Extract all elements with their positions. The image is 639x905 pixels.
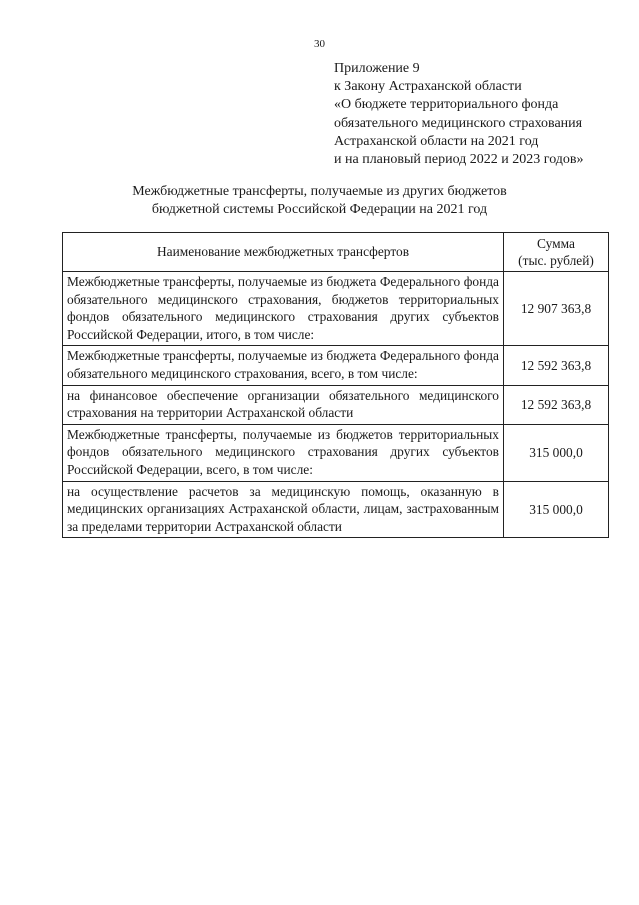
transfer-name: Межбюджетные трансферты, получаемые из бюджета Федерального фонда обязательного медицинского страхования, всего, в том числе: <box>63 346 504 385</box>
appendix-line: обязательного медицинского страхования <box>334 115 583 131</box>
appendix-line: и на плановый период 2022 и 2023 годов» <box>334 152 584 168</box>
transfer-sum: 315 000,0 <box>504 424 609 481</box>
transfer-sum: 12 592 363,8 <box>504 346 609 385</box>
title-line-2: бюджетной системы Российской Федерации на 2021 год <box>151 202 488 217</box>
table-row <box>63 272 609 346</box>
transfers-table <box>62 232 609 538</box>
transfer-sum: 12 592 363,8 <box>504 385 609 424</box>
header-sum-cell <box>504 233 609 272</box>
appendix-header <box>334 60 634 169</box>
transfer-name: на осуществление расчетов за медицинскую помощь, оказанную в медицинских организациях Астраханской области, лицам, застрахованным за пределами территории Астраханской области <box>63 481 504 538</box>
page-number: 30 <box>314 38 325 50</box>
transfer-sum: 315 000,0 <box>504 481 609 538</box>
header-sum-unit: (тыс. рублей) <box>518 253 594 268</box>
transfer-name: Межбюджетные трансферты, получаемые из бюджета Федерального фонда обязательного медицинского страхования, бюджетов территориальных фондов обязательного медицинского страхования других субъектов Российской Федерации, итого, в том числе: <box>63 272 504 346</box>
transfer-name: Межбюджетные трансферты, получаемые из бюджетов территориальных фондов обязательного медицинского страхования других субъектов Российской Федерации, всего, в том числе: <box>63 424 504 481</box>
table-row <box>63 424 609 481</box>
appendix-line: Астраханской области на 2021 год <box>334 133 539 149</box>
appendix-line: «О бюджете территориального фонда <box>334 97 559 113</box>
table-row <box>63 481 609 538</box>
appendix-line: Приложение 9 <box>334 61 420 76</box>
document-title <box>0 183 639 219</box>
header-sum-label: Сумма <box>537 236 575 251</box>
appendix-line: к Закону Астраханской области <box>334 79 522 95</box>
table-row <box>63 385 609 424</box>
table-header-row <box>63 233 609 272</box>
title-line-1: Межбюджетные трансферты, получаемые из других бюджетов <box>132 184 507 199</box>
transfer-sum: 12 907 363,8 <box>504 272 609 346</box>
transfer-name: на финансовое обеспечение организации обязательного медицинского страхования на территории Астраханской области <box>63 385 504 424</box>
table-row <box>63 346 609 385</box>
header-name-cell: Наименование межбюджетных трансфертов <box>63 233 504 272</box>
